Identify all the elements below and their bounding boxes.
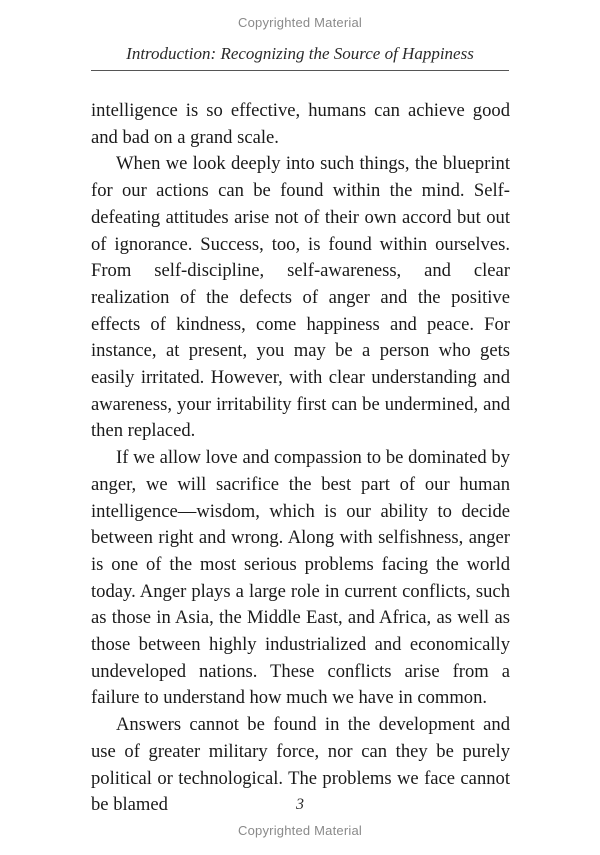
- body-text: [91, 98, 510, 819]
- running-head: Introduction: Recognizing the Source of Happiness: [126, 44, 474, 63]
- copyright-watermark-bottom: Copyrighted Material: [238, 823, 362, 838]
- paragraph-continuation: intelligence is so effective, humans can achieve good and bad on a grand scale.: [91, 100, 510, 148]
- header-rule: [91, 70, 509, 71]
- paragraph: If we allow love and compassion to be dominated by anger, we will sacrifice the best part of our human intelligence—wisdom, which is our ability to decide between right and wrong. Along with selfishness, anger is one of the most serious problems facing the world today. Anger plays a large role in current conflicts, such as those in Asia, the Middle East, and Africa, as well as those between highly industrialized and economically undeveloped nations. These conflicts arise from a failure to understand how much we have in common.: [91, 447, 510, 709]
- copyright-watermark-top: Copyrighted Material: [238, 15, 362, 30]
- page-number: 3: [296, 796, 304, 813]
- paragraph: Answers cannot be found in the development and use of greater military force, nor can they be purely political or technological. The problems we face cannot be blamed: [91, 714, 510, 816]
- paragraph: When we look deeply into such things, the blueprint for our actions can be found within the mind. Self-defeating attitudes arise not of their own accord but out of ignorance. Success, too, is found within ourselves. From self-discipline, self-awareness, and clear realization of the defects of anger and the positive effects of kindness, come happiness and peace. For instance, at present, you may be a person who gets easily irritated. However, with clear understanding and awareness, your irritability first can be undermined, and then replaced.: [91, 153, 510, 442]
